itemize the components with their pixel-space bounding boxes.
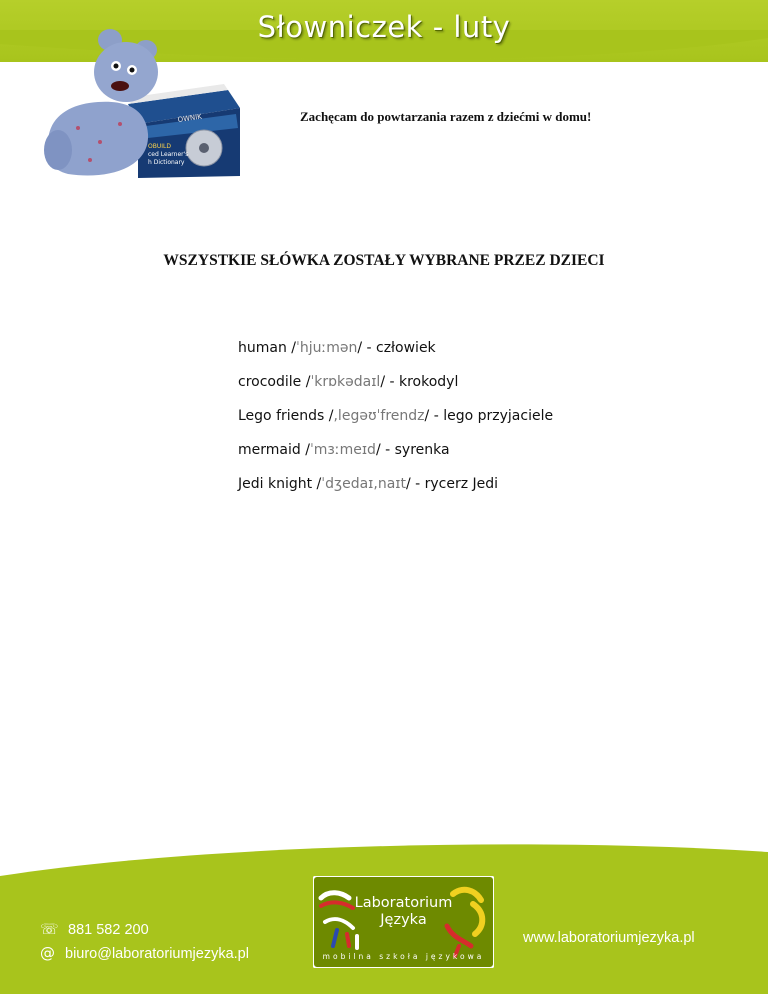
vocab-translation: syrenka: [394, 442, 450, 458]
vocab-ipa: ˈkrɒkədaɪl: [310, 374, 381, 390]
vocab-ipa: ˈdʒedaɪ,naɪt: [321, 476, 406, 492]
list-item: human /ˈhjuːmən/ - człowiek: [238, 340, 436, 356]
logo-title-line2: Języka: [380, 912, 427, 928]
vocab-word: mermaid: [238, 442, 301, 458]
vocab-ipa: ˈmɜːmeɪd: [309, 442, 376, 458]
vocab-translation: rycerz Jedi: [424, 476, 499, 492]
list-item: crocodile /ˈkrɒkədaɪl/ - krokodyl: [238, 374, 459, 390]
list-item: Jedi knight /ˈdʒedaɪ,naɪt/ - rycerz Jedi: [238, 476, 499, 492]
teddy-bear-books-illustration: [28, 18, 243, 180]
laboratorium-logo: [313, 876, 494, 968]
book-spine-text: OWNIK: [177, 112, 203, 124]
vocab-word: crocodile: [238, 374, 302, 390]
vocab-translation: krokodyl: [399, 374, 459, 390]
page-title: Słowniczek - luty: [257, 10, 511, 44]
book-cover-line-1: OBUILD: [148, 143, 171, 150]
phone-icon: ☏: [40, 920, 59, 938]
section-heading: WSZYSTKIE SŁÓWKA ZOSTAŁY WYBRANE PRZEZ DZIECI: [163, 252, 605, 269]
tagline: Zachęcam do powtarzania razem z dziećmi w domu!: [300, 109, 592, 124]
phone-number[interactable]: 881 582 200: [68, 922, 149, 938]
vocab-word: human: [238, 340, 287, 356]
vocab-ipa: ˈhjuːmən: [296, 340, 358, 356]
list-item: Lego friends /,legəʊˈfrendz/ - lego przyjaciele: [238, 408, 554, 424]
logo-subtitle: mobilna szkoła językowa: [322, 952, 485, 961]
email-link[interactable]: biuro@laboratoriumjezyka.pl: [65, 946, 249, 962]
website-link[interactable]: www.laboratoriumjezyka.pl: [523, 930, 695, 946]
vocab-word: Jedi knight: [238, 476, 313, 492]
vocab-translation: człowiek: [376, 340, 436, 356]
vocab-ipa: ,legəʊˈfrendz: [333, 408, 425, 424]
book-cover-line-3: h Dictionary: [148, 159, 185, 166]
at-icon: @: [40, 944, 55, 962]
logo-title-line1: Laboratorium: [354, 895, 453, 911]
vocabulary-list: [238, 340, 553, 510]
book-cover-line-2: ced Learner's: [148, 151, 189, 158]
list-item: mermaid /ˈmɜːmeɪd/ - syrenka: [238, 442, 450, 458]
vocab-translation: lego przyjaciele: [443, 408, 554, 424]
vocab-word: Lego friends: [238, 408, 325, 424]
